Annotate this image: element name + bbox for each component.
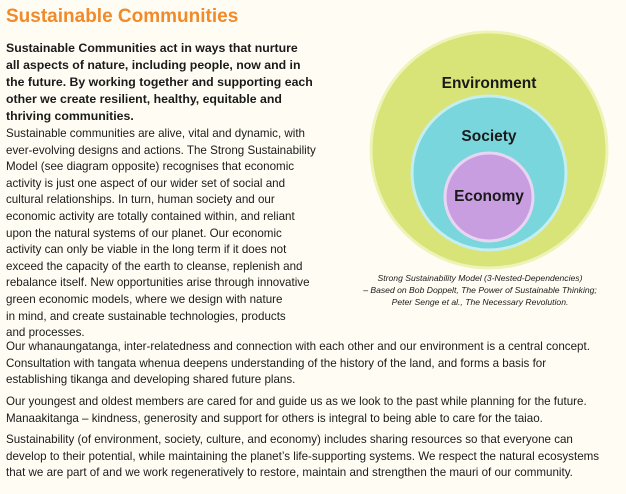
- text-line: Sustainable communities are alive, vital and dynamic, with: [6, 127, 306, 140]
- page-title: Sustainable Communities: [6, 6, 239, 27]
- text-line: rebalance itself. New opportunities arise through innovative: [6, 276, 310, 290]
- text-line: activity is just one aspect of our wider set of social and: [6, 176, 286, 190]
- text-line: exceed the capacity of the earth to cleanse, replenish and: [6, 259, 303, 273]
- text-line: all aspects of nature, including people, now and in: [6, 58, 301, 72]
- text-line: Consultation with tangata whenua deepens understanding of the history of the land, and forms a basis for: [6, 356, 547, 370]
- text-line: the future. By working together and supporting each: [6, 75, 313, 89]
- caption-line: Peter Senge et al., The Necessary Revolution.: [391, 297, 569, 307]
- text-line: develop to their potential, while maintaining the planet’s life-supporting systems. We respect the natural ecosystems: [6, 449, 600, 463]
- body-paragraph-4: [6, 432, 621, 482]
- text-line: that we are part of and we work regeneratively to restore, maintain and strengthen the mauri of our community.: [6, 466, 573, 480]
- text-line: and processes.: [6, 326, 85, 340]
- text-line: Model (see diagram opposite) recognises that economic: [6, 160, 295, 174]
- text-line: other we create resilient, healthy, equitable and: [6, 92, 282, 106]
- text-line: economic activity are totally contained within, and reliant: [6, 209, 295, 223]
- text-line: ever-evolving designs and actions. The Strong Sustainability: [6, 143, 316, 157]
- body-paragraph-2: [6, 339, 621, 389]
- text-line: Sustainability (of environment, society, culture, and economy) includes sharing resources so that everyone can: [6, 433, 573, 446]
- text-line: Our youngest and oldest members are cared for and guide us as we look to the past while planning for the future.: [6, 395, 587, 408]
- economy-label: Economy: [454, 188, 524, 205]
- text-line: Sustainable Communities act in ways that nurture: [6, 41, 298, 55]
- text-line: establishing tikanga and developing shared future plans.: [6, 373, 296, 387]
- text-line: green economic models, where we design with nature: [6, 292, 283, 306]
- text-line: in mind, and create sustainable technologies, products: [6, 309, 286, 323]
- body-paragraph-1: [6, 126, 326, 342]
- text-line: activity can only be viable in the long term if it does not: [6, 243, 287, 257]
- caption-line: Strong Sustainability Model (3-Nested-Dependencies): [377, 273, 583, 283]
- society-label: Society: [461, 128, 517, 145]
- text-line: upon the natural systems of our planet. Our economic: [6, 226, 282, 240]
- text-line: Manaakitanga – kindness, generosity and support for others is integral to being able to care for the taiao.: [6, 411, 543, 425]
- environment-label: Environment: [441, 75, 537, 92]
- intro-paragraph: [6, 40, 313, 125]
- caption-line: – Based on Bob Doppelt, The Power of Sustainable Thinking;: [363, 285, 597, 295]
- diagram-caption: [350, 272, 610, 308]
- body-paragraph-3: [6, 394, 621, 427]
- text-line: thriving communities.: [6, 109, 134, 123]
- strong-sustainability-diagram: [358, 30, 620, 270]
- text-line: cultural relationships. In turn, human society and our: [6, 193, 275, 207]
- text-line: Our whanaungatanga, inter-relatedness and connection with each other and our environment is a central concept.: [6, 340, 590, 353]
